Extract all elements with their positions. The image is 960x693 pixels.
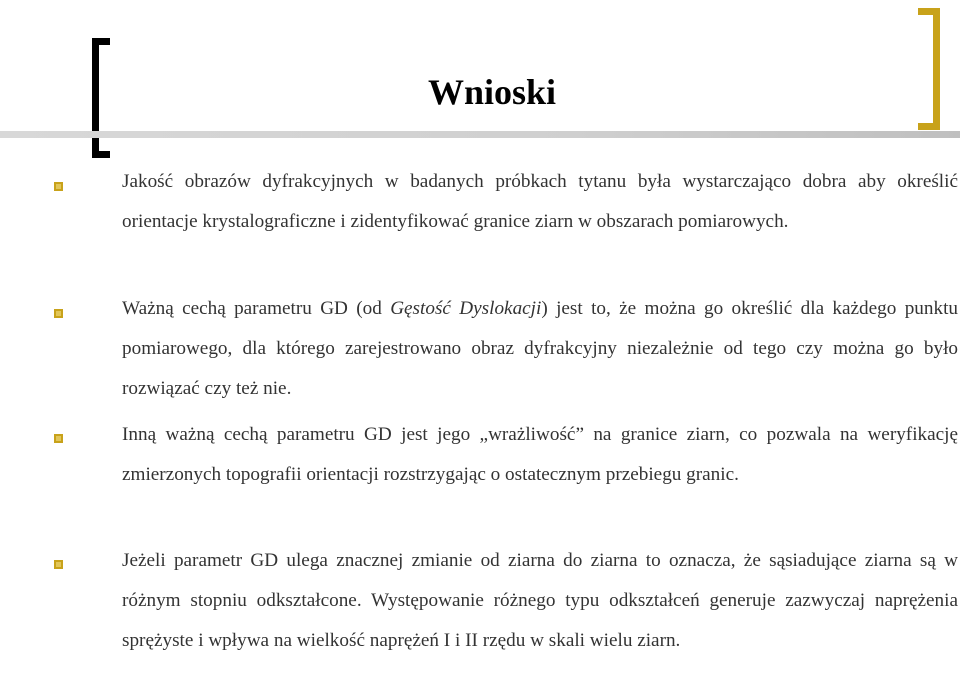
left-bracket-decoration	[92, 38, 110, 158]
bullet-item-1: Jakość obrazów dyfrakcyjnych w badanych próbkach tytanu była wystarczająco dobra aby określić orientacje krystalograficzne i zidentyfikować granice ziarn w obszarach pomiarowych.	[122, 171, 958, 232]
bullet-marker-icon	[54, 182, 63, 191]
slide-title: Wnioski	[427, 72, 557, 112]
right-bracket-decoration	[918, 8, 940, 130]
bullet-item-2-before: Ważną cechą parametru GD (od	[122, 298, 391, 319]
bullet-marker-icon	[54, 434, 63, 443]
bullet-marker-icon	[54, 560, 63, 569]
bullet-item-4: Jeżeli parametr GD ulega znacznej zmianie od ziarna do ziarna to oznacza, że sąsiadujące ziarna są w różnym stopniu odkształcone. Występowanie różnego typu odkształceń generuje zazwyczaj naprężenia sprężyste i wpływa na wielkość naprężeń I i II rzędu w skali wielu ziarn.	[122, 550, 958, 651]
bullet-item-2	[122, 289, 958, 409]
title-underline	[0, 131, 960, 138]
bullet-item-2-after: ) jest to, że można go określić dla każdego punktu pomiarowego, dla którego zarejestrowano obraz dyfrakcyjny niezależnie od tego czy można go było rozwiązać czy też nie.	[122, 298, 958, 399]
bullet-marker-icon	[54, 309, 63, 318]
bullet-item-3: Inną ważną cechą parametru GD jest jego „wrażliwość” na granice ziarn, co pozwala na weryfikację zmierzonych topografii orientacji rozstrzygając o ostatecznym przebiegu granic.	[122, 424, 958, 485]
bullet-item-2-italic: Gęstość Dyslokacji	[390, 298, 542, 319]
